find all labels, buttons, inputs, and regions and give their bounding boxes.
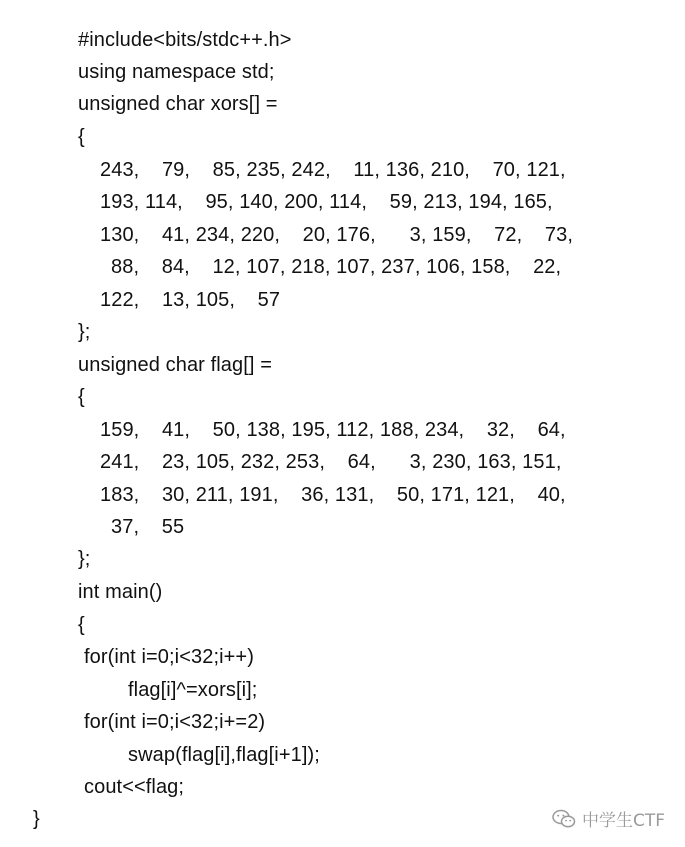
code-line-xors-row-5: 122, 13, 105, 57: [100, 289, 281, 311]
watermark-text: 中学生CTF: [581, 811, 665, 831]
code-line-xors-row-2: 193, 114, 95, 140, 200, 114, 59, 213, 194, 165,: [100, 191, 553, 213]
code-line-flag-row-1: 159, 41, 50, 138, 195, 112, 188, 234, 32, 64,: [100, 419, 566, 441]
code-line-main-close-brace: }: [33, 808, 40, 830]
code-line-flag-row-3: 183, 30, 211, 191, 36, 131, 50, 171, 121, 40,: [100, 484, 566, 506]
code-line-main-decl: int main(): [78, 581, 163, 603]
code-line-xors-row-1: 243, 79, 85, 235, 242, 11, 136, 210, 70, 121,: [100, 159, 566, 181]
code-line-flag-row-4: 37, 55: [111, 516, 185, 538]
code-line-main-open-brace: {: [78, 614, 85, 636]
code-line-swap-statement: swap(flag[i],flag[i+1]);: [128, 744, 320, 766]
wechat-icon: [552, 809, 576, 829]
watermark: [552, 806, 665, 831]
code-line-cout: cout<<flag;: [84, 776, 185, 798]
code-line-xor-statement: flag[i]^=xors[i];: [128, 679, 258, 701]
code-line-xors-open-brace: {: [78, 126, 85, 148]
code-line-flag-row-2: 241, 23, 105, 232, 253, 64, 3, 230, 163, 151,: [100, 451, 562, 473]
code-line-xors-decl: unsigned char xors[] =: [78, 93, 278, 115]
code-line-xors-row-3: 130, 41, 234, 220, 20, 176, 3, 159, 72, 73,: [100, 224, 573, 246]
code-line-for-swap: for(int i=0;i<32;i+=2): [84, 711, 266, 733]
code-line-include: #include<bits/stdc++.h>: [78, 29, 292, 51]
code-line-flag-open-brace: {: [78, 386, 85, 408]
code-line-for-xor: for(int i=0;i<32;i++): [84, 646, 254, 668]
code-line-xors-close-brace: };: [78, 321, 91, 343]
code-line-flag-decl: unsigned char flag[] =: [78, 354, 272, 376]
code-line-flag-close-brace: };: [78, 548, 91, 570]
code-line-namespace: using namespace std;: [78, 61, 275, 83]
code-line-xors-row-4: 88, 84, 12, 107, 218, 107, 237, 106, 158, 22,: [111, 256, 562, 278]
